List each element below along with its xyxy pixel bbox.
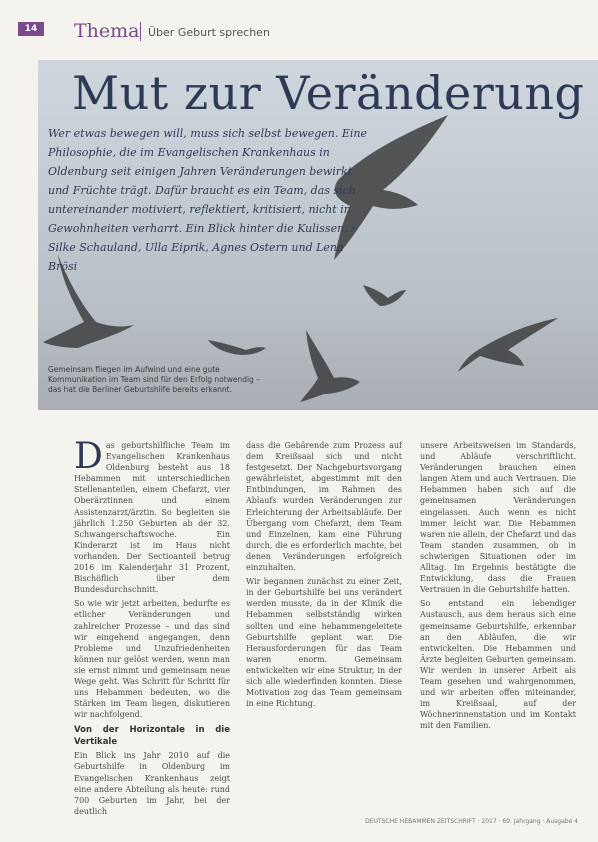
drop-cap: D <box>74 436 103 477</box>
hero-image <box>38 60 598 410</box>
text-column-2 <box>246 440 402 712</box>
paragraph: So entstand ein lebendiger Austausch, aus dem heraus sich eine gemeinsame Geburtshilfe, erkennbar an den Abläufen, die wir entwickelten. Die Hebammen und Ärzte begleiten Geburten gemeinsam. Wir werden in unserer Arbeit als Team gesehen und wahrgenommen, und wir arbeiten offen miteinander, im Kreißsaal, auf der Wöchnerinnenstation und im Kontakt mit den Familien. <box>420 599 576 731</box>
image-caption: Gemeinsam fliegen im Aufwind und eine gute Kommunikation im Team sind für den Erfolg notwendig – das hat die Berliner Geburtshilfe bereits erkannt. <box>48 365 260 394</box>
page-footer: DEUTSCHE HEBAMMEN ZEITSCHRIFT · 2017 · 69. Jahrgang · Ausgabe 4 <box>365 818 578 825</box>
paragraph: So wie wir jetzt arbeiten, bedurfte es etlicher Veränderungen und zahlreicher Prozesse – und das sind wir eingehend angegangen, denn Probleme und Unzufriedenheiten können nur gelöst werden, wenn man sie ernst nimmt und gemeinsam neue Wege geht. Was Schritt für Schritt für uns Hebammen bedeuten, wo die Stärken im Team liegen, diskutieren wir nachfolgend. <box>74 599 230 720</box>
paragraph <box>74 436 230 595</box>
paragraph-text: as geburtshilfliche Team im Evangelischen Krankenhaus Oldenburg besteht aus 18 Hebammen mit unterschiedlichen Stellenanteilen, einem Chefarzt, vier Oberärztinnen und einem Assistenzarzt/ärztin. So begleiten sie jährlich 1.250 Geburten ab der 32. Schwangerschaftswoche. Ein Kinderarzt ist im Haus nicht vorhanden. Der Sectioanteil betrug 2016 im Kalenderjahr 31 Prozent, Bischöflich über dem Bundesdurchschnitt. <box>74 441 230 595</box>
section-label: Thema <box>74 20 140 42</box>
paragraph: Ein Blick ins Jahr 2010 auf die Geburtshilfe in Oldenburg im Evangelischen Krankenhaus zeigt eine andere Abteilung als heute: rund 700 Geburten im Jahr, bei der deutlich <box>74 751 230 816</box>
section-subtitle: Über Geburt sprechen <box>148 26 270 39</box>
page-header <box>0 0 598 52</box>
article-intro: Wer etwas bewegen will, muss sich selbst bewegen. Eine Philosophie, die im Evangelischen Krankenhaus in Oldenburg seit einigen Jahren Veränderungen bewirkt und Früchte trägt. Dafür braucht es ein Team, das sich untereinander motiviert, reflektiert, kritisiert, nicht in Gewohnheiten verharrt. Ein Blick hinter die Kulissen. › Silke Schauland, Ulla Eiprik, Agnes Ostern und Lena Brösi <box>48 127 368 273</box>
subheading: Von der Horizontale in die Vertikale <box>74 725 230 748</box>
article-title: Mut zur Veränderung <box>72 66 585 120</box>
paragraph: unsere Arbeitsweisen im Standards, und Abläufe verschriftlicht. Veränderungen brauchen einen langen Atem und auch Vertrauen. Die Hebammen haben sich auf die gemeinsamen Veränderungen eingelassen. Auch wenn es nicht immer leicht war. Die Hebammen waren nie allein, der Chefarzt und das Team standen zusammen, ob in schwierigen Situationen oder im Alltag. Im Ergebnis bestätigte die Entwicklung, dass die Frauen Vertrauen in die Geburtshilfe hatten. <box>420 441 576 595</box>
page-number: 14 <box>18 22 44 36</box>
article-body <box>74 436 584 816</box>
text-column-3 <box>420 440 576 734</box>
paragraph: dass die Gebärende zum Prozess auf dem Kreißsaal sich und nicht festgesetzt. Der Nachgeburtsvorgang gewährleistet, abgestimmt mit den Entbindungen, im Rahmen des Ablaufs wurden Veränderungen zur Erleichterung der Arbeitsabläufe. Der Übergang vom Chefarzt, dem Team und Einzelnen, kam eine Führung durch, die es erforderlich machte, bei denen Veränderungen erfolgreich einzuhalten. <box>246 441 402 573</box>
text-column-1 <box>74 436 230 820</box>
paragraph: Wir begannen zunächst zu einer Zeit, in der Geburtshilfe bei uns verändert werden musste, da in der Klinik die Hebammen selbstständig wirken sollten und eine hebammengeleitete Geburtshilfe geplant war. Die Herausforderungen für das Team waren enorm. Gemeinsam entwickelten wir eine Struktur, in der sich alle wiederfinden konnten. Diese Motivation zog das Team gemeinsam in eine Richtung. <box>246 577 402 709</box>
section-divider <box>140 22 141 41</box>
